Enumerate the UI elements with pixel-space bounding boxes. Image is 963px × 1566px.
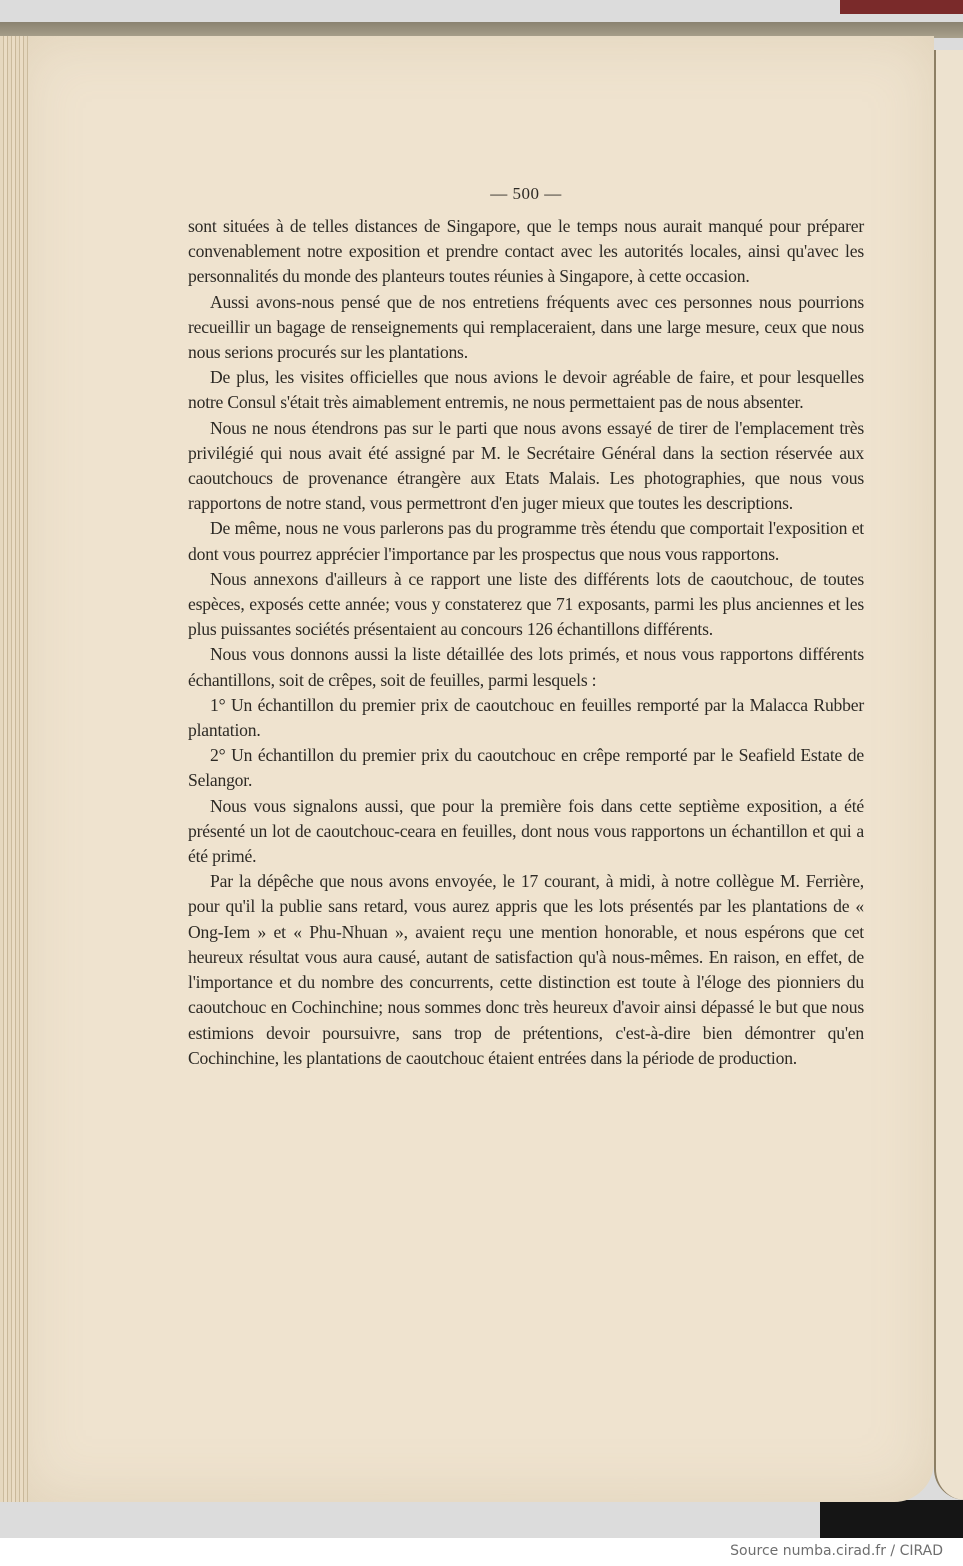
list-item: 1° Un échantillon du premier prix de caoutchouc en feuilles remporté par la Malacca Rubber plantation. (188, 694, 864, 741)
paragraph: sont situées à de telles distances de Singapore, que le temps nous aurait manqué pour préparer convenablement notre exposition et prendre contact avec les autorités locales, ainsi qu'avec les personnalités du monde des planteurs toutes réunies à Singapore, à cette occasion. (188, 216, 864, 287)
facing-page-edge (934, 50, 963, 1500)
source-attribution: Source numba.cirad.fr / CIRAD (730, 1543, 943, 1559)
page-stack-edges (0, 36, 28, 1502)
paragraph: De même, nous ne vous parlerons pas du programme très étendu que comportait l'exposition et dont vous pourrez apprécier l'importance par les prospectus que nous vous rapportons. (188, 518, 864, 564)
paragraph: Nous ne nous étendrons pas sur le parti que nous avons essayé de tirer de l'emplacement très privilégié qui nous avait été assigné par M. le Secrétaire Général dans la section réservée aux caoutchoucs de provenance étrangère aux Etats Malais. Les photographies, que nous vous rapportons de notre stand, vous permettront d'en juger mieux que toutes les descriptions. (188, 417, 864, 514)
page-content (188, 184, 864, 1071)
paragraph: Nous vous signalons aussi, que pour la première fois dans cette septième exposition, a été présenté un lot de caoutchouc-ceara en feuilles, dont nous vous rapportons un échantillon et qui a été primé. (188, 795, 864, 867)
page-number: — 500 — (490, 184, 562, 203)
paragraph: Par la dépêche que nous avons envoyée, le 17 courant, à midi, à notre collègue M. Ferrière, pour qu'il la publie sans retard, vous aurez appris que les lots présentés par les plantations de « Ong-Iem » et « Phu-Nhuan », avaient reçu une mention honorable, et nous espérons que cet heureux résultat vous aura causé, autant de satisfaction qu'à nous-mêmes. En raison, en effet, de l'importance et du nombre des concurrents, cette distinction est toute à l'éloge des pionniers du caoutchouc en Cochinchine; nous sommes donc très heureux d'avoir ainsi dépassé le but que nous estimions devoir poursuivre, sans trop de prétentions, c'est-à-dire bien démontrer qu'en Cochinchine, les plantations de caoutchouc étaient entrées dans la période de production. (188, 871, 864, 1068)
paragraph: Nous vous donnons aussi la liste détaillée des lots primés, et nous vous rapportons différents échantillons, soit de crêpes, soit de feuilles, parmi lesquels : (188, 644, 864, 690)
paragraph: Nous annexons d'ailleurs à ce rapport une liste des différents lots de caoutchouc, de toutes espèces, exposés cette année; vous y constaterez que 71 exposants, parmi les plus anciennes et les plus puissantes sociétés présentaient au concours 126 échantillons différents. (188, 568, 864, 640)
book-binding-top (840, 0, 963, 14)
paragraph: Aussi avons-nous pensé que de nos entretiens fréquents avec ces personnes nous pourrions recueillir un bagage de renseignements qui remplaceraient, dans une large mesure, ceux que nous nous serions procurés sur les plantations. (188, 291, 864, 363)
list-item: 2° Un échantillon du premier prix du caoutchouc en crêpe remporté par le Seafield Estate de Selangor. (188, 745, 864, 791)
paragraph: De plus, les visites officielles que nous avions le devoir agréable de faire, et pour lesquelles notre Consul s'était très aimablement entremis, ne nous permettaient pas de nous absenter. (188, 367, 864, 413)
book-binding-bottom (820, 1500, 963, 1538)
